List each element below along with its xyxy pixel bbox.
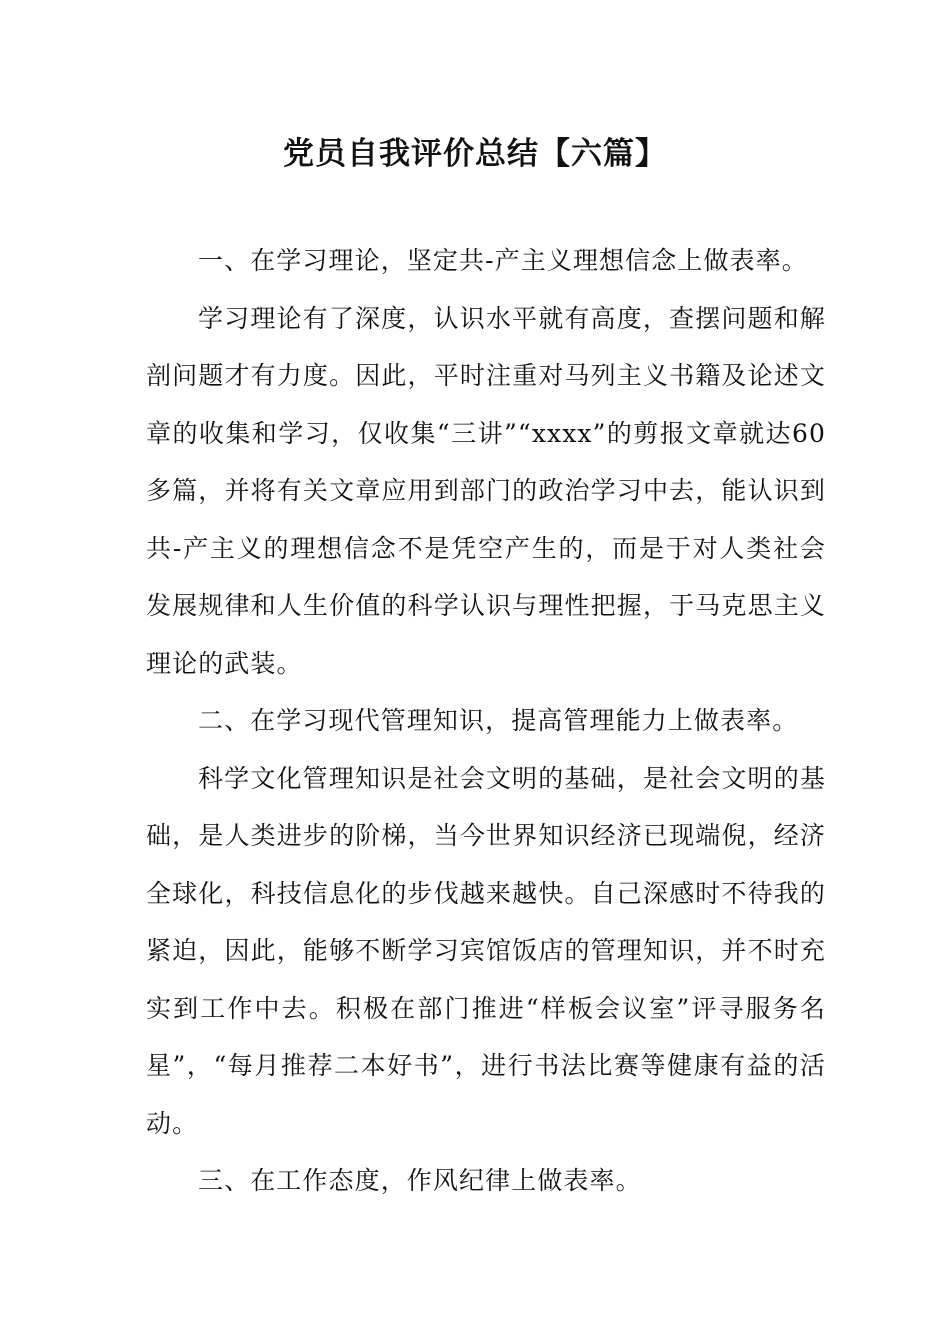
section-heading-2: 二、在学习现代管理知识，提高管理能力上做表率。 xyxy=(198,706,799,735)
section-heading-1: 一、在学习理论，坚定共-产主义理想信念上做表率。 xyxy=(198,246,808,275)
body-paragraph-1: 学习理论有了深度，认识水平就有高度，查摆问题和解剖问题才有力度。因此，平时注重对马列主义书籍及论述文章的收集和学习，仅收集“三讲”“xxxx”的剪报文章就达60多篇，并将有关文章应用到部门的政治学习中去，能认识到共-产主义的理想信念不是凭空产生的，而是于对人类社会发展规律和人生价值的科学认识与理性把握，于马克思主义理论的武装。 xyxy=(146,303,826,678)
document-body xyxy=(146,232,826,1210)
document-title: 党员自我评价总结【六篇】 xyxy=(283,136,667,172)
body-paragraph-2: 科学文化管理知识是社会文明的基础，是社会文明的基础，是人类进步的阶梯，当今世界知识经济已现端倪，经济全球化，科技信息化的步伐越来越快。自己深感时不待我的紧迫，因此，能够不断学习宾馆饭店的管理知识，并不时充实到工作中去。积极在部门推进“样板会议室”评寻服务名星”，“每月推荐二本好书”，进行书法比赛等健康有益的活动。 xyxy=(146,763,826,1138)
section-heading-3: 三、在工作态度，作风纪律上做表率。 xyxy=(198,1166,642,1195)
